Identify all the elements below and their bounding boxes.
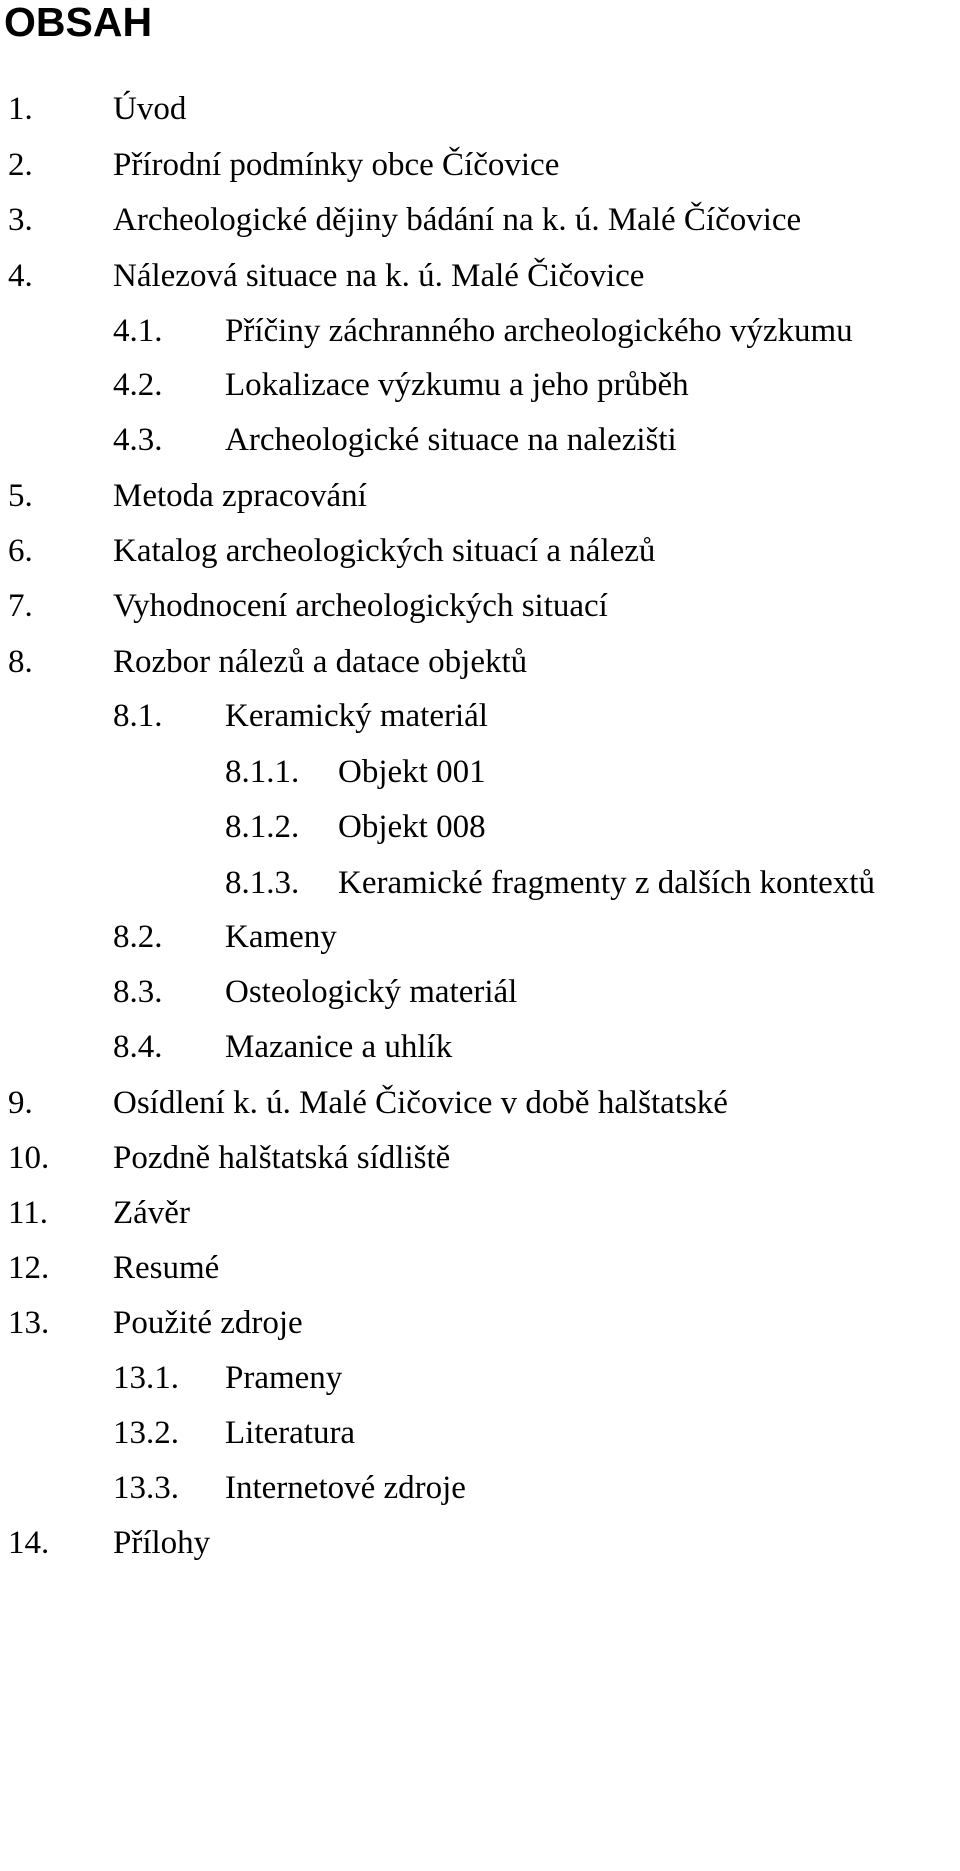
toc-entry-label: Lokalizace výzkumu a jeho průběh [225,367,689,403]
toc-entry-label: Nálezová situace na k. ú. Malé Čičovice [113,258,645,294]
toc-entry-label: Úvod [113,91,187,127]
toc-entry-label: Metoda zpracování [113,478,367,514]
toc-entry-number: 8.1.1. [225,754,300,790]
toc-entry-number: 7. [8,588,33,624]
toc-entry[interactable] [0,1407,960,1459]
toc-entry[interactable] [0,194,960,246]
toc-entry[interactable] [0,1132,960,1184]
page-title: OBSAH [4,0,153,45]
toc-entry-number: 8.1.2. [225,809,300,845]
toc-entry-number: 8.2. [113,919,163,955]
toc-entry-label: Literatura [225,1415,356,1451]
toc-entry-number: 9. [8,1085,33,1121]
toc-entry-number: 6. [8,533,33,569]
toc-entry-label: Internetové zdroje [225,1470,466,1506]
toc-entry[interactable] [0,801,960,853]
toc-entry-number: 8.1.3. [225,865,300,901]
toc-entry-number: 8.3. [113,974,163,1010]
toc-entry-label: Keramické fragmenty z dalších kontextů [338,865,875,901]
toc-entry-number: 2. [8,147,33,183]
toc-entry[interactable] [0,857,960,909]
toc-entry[interactable] [0,250,960,302]
toc-entry-number: 1. [8,91,33,127]
toc-entry[interactable] [0,1462,960,1514]
toc-entry-label: Osteologický materiál [225,974,518,1010]
toc-entry[interactable] [0,1021,960,1073]
toc-entry-label: Pozdně halštatská sídliště [113,1140,451,1176]
toc-entry[interactable] [0,139,960,191]
toc-entry-number: 4.3. [113,422,163,458]
toc-entry[interactable] [0,525,960,577]
toc-entry-number: 3. [8,202,33,238]
toc-entry-number: 12. [8,1250,50,1286]
toc-entry[interactable] [0,911,960,963]
toc-entry[interactable] [0,636,960,688]
toc-entry[interactable] [0,1242,960,1294]
toc-entry-label: Mazanice a uhlík [225,1029,453,1065]
toc-entry[interactable] [0,580,960,632]
toc-entry[interactable] [0,470,960,522]
toc-entry-number: 14. [8,1525,50,1561]
toc-entry-number: 13.1. [113,1360,179,1396]
toc-entry-label: Kameny [225,919,337,955]
toc-entry-label: Rozbor nálezů a datace objektů [113,644,528,680]
toc-entry[interactable] [0,1077,960,1129]
toc-entry-label: Příčiny záchranného archeologického výzkumu [225,313,853,349]
toc-entry[interactable] [0,690,960,742]
toc-entry-number: 11. [8,1195,49,1231]
toc-entry-label: Resumé [113,1250,220,1286]
toc-entry-label: Přílohy [113,1525,211,1561]
toc-entry-number: 8.4. [113,1029,163,1065]
toc-entry-label: Archeologické dějiny bádání na k. ú. Malé Číčovice [113,202,802,238]
toc-entry-label: Vyhodnocení archeologických situací [113,588,608,624]
toc-entry-number: 5. [8,478,33,514]
toc-entry[interactable] [0,1352,960,1404]
toc-entry-number: 8. [8,644,33,680]
toc-entry[interactable] [0,966,960,1018]
toc-entry-label: Osídlení k. ú. Malé Čičovice v době halštatské [113,1085,728,1121]
toc-entry-number: 4.2. [113,367,163,403]
toc-entry-label: Závěr [113,1195,190,1231]
toc-entry[interactable] [0,414,960,466]
toc-entry-number: 13. [8,1305,50,1341]
toc-entry-number: 8.1. [113,698,163,734]
toc-entry[interactable] [0,1187,960,1239]
toc-entry[interactable] [0,83,960,135]
toc-entry[interactable] [0,746,960,798]
toc-entry-label: Přírodní podmínky obce Číčovice [113,147,560,183]
toc-entry-number: 10. [8,1140,50,1176]
toc-entry[interactable] [0,1517,960,1569]
toc-entry-label: Použité zdroje [113,1305,303,1341]
toc-entry[interactable] [0,1297,960,1349]
toc-entry[interactable] [0,359,960,411]
toc-entry-label: Keramický materiál [225,698,488,734]
toc-entry-label: Archeologické situace na nalezišti [225,422,677,458]
toc-entry-number: 13.3. [113,1470,179,1506]
toc-entry-label: Objekt 008 [338,809,486,845]
toc-entry-label: Objekt 001 [338,754,486,790]
toc-entry-label: Prameny [225,1360,343,1396]
toc-entry-number: 13.2. [113,1415,179,1451]
toc-entry-label: Katalog archeologických situací a nálezů [113,533,656,569]
toc-entry-number: 4.1. [113,313,163,349]
toc-entry-number: 4. [8,258,33,294]
toc-entry[interactable] [0,305,960,357]
